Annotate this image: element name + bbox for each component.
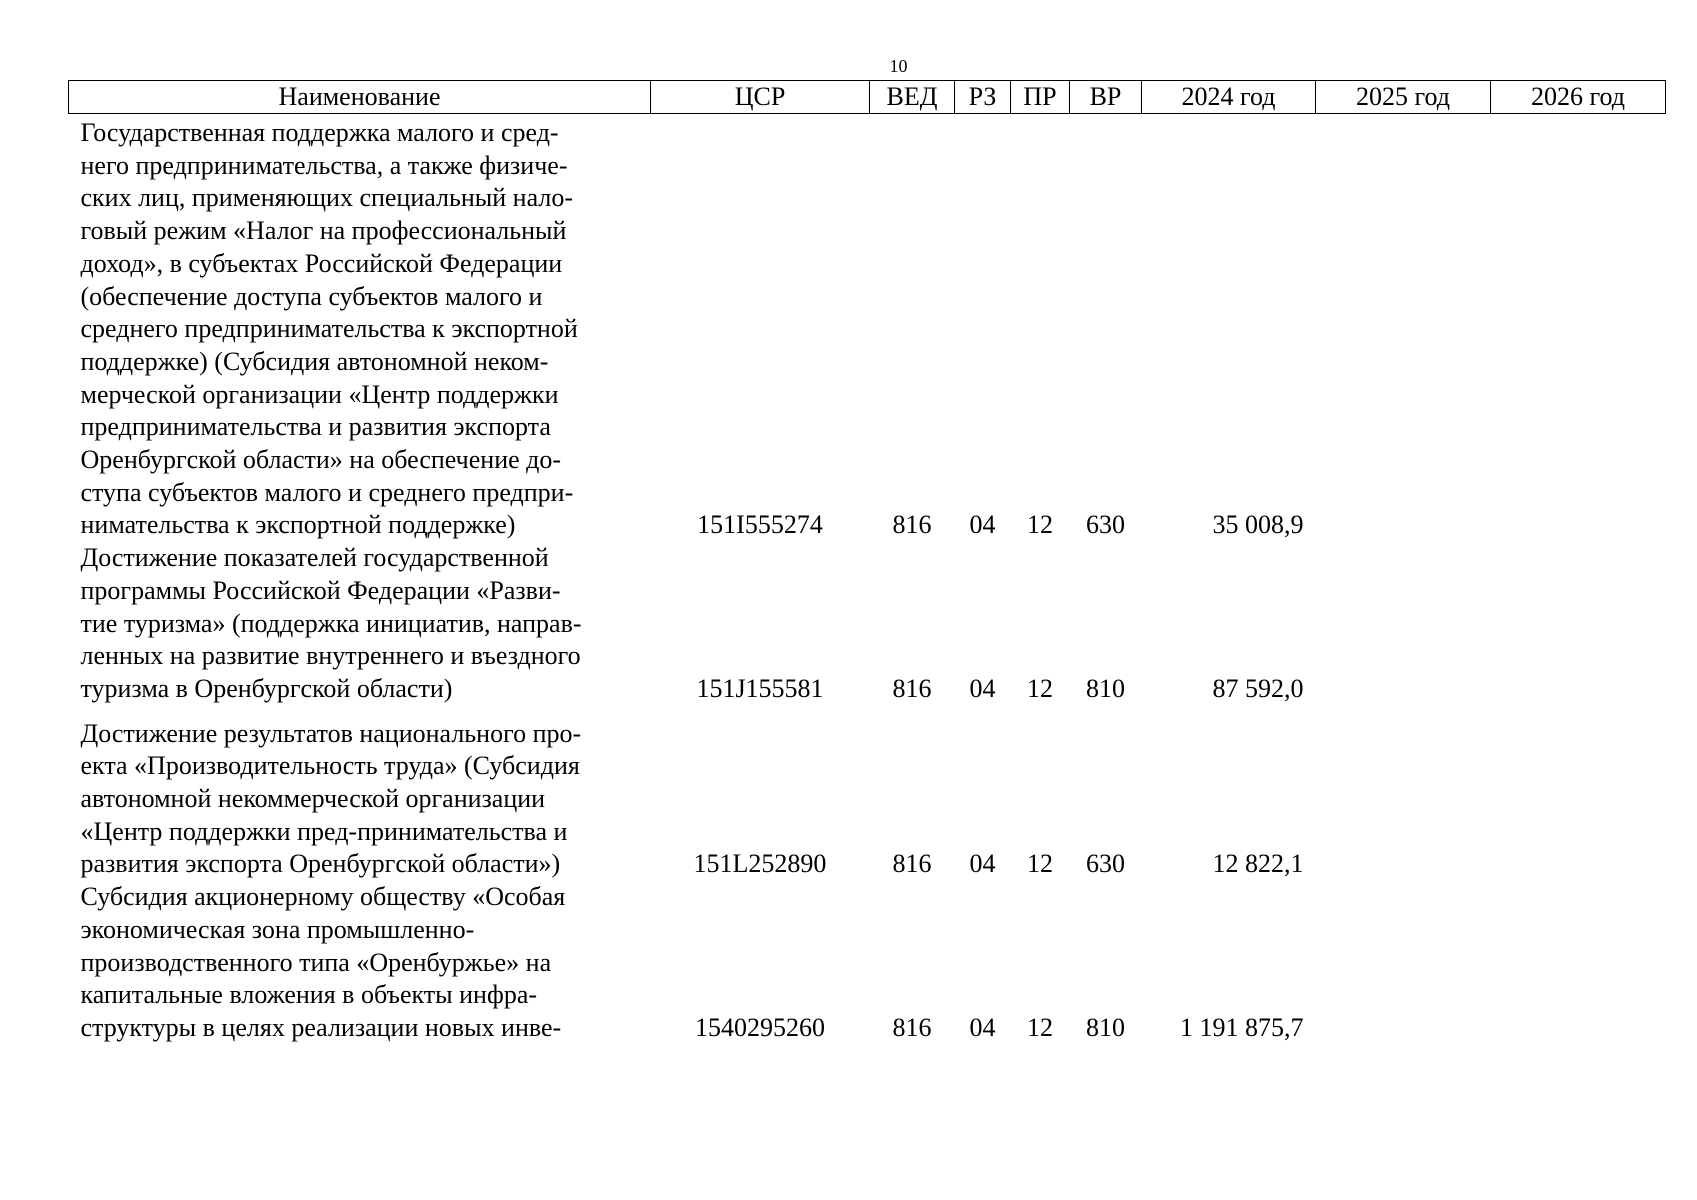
header-row xyxy=(69,81,1666,114)
row-name xyxy=(69,706,651,882)
name-line: экономическая зона промышленно- xyxy=(80,914,475,944)
name-line: туризма в Оренбургской области) xyxy=(80,673,453,703)
name-line: Достижение результатов национального про- xyxy=(80,718,582,748)
row-csr: 151J155581 xyxy=(696,673,824,703)
row-2026 xyxy=(1491,881,1666,1045)
row-vr: 630 xyxy=(1086,849,1125,879)
row-2024: 12 822,1 xyxy=(1212,849,1304,879)
name-line: развития экспорта Оренбургской области») xyxy=(80,849,561,879)
name-line: ленных на развитие внутреннего и въездного xyxy=(80,641,581,671)
name-line: говый режим «Налог на профессиональный xyxy=(80,216,567,246)
row-2024: 87 592,0 xyxy=(1212,673,1304,703)
row-2025 xyxy=(1316,542,1491,706)
header-vr: ВР xyxy=(1070,81,1142,114)
row-vr: 810 xyxy=(1086,1012,1125,1042)
row-2026 xyxy=(1491,542,1666,706)
name-line: него предпринимательства, а также физиче- xyxy=(80,150,568,180)
row-rz: 04 xyxy=(969,849,996,879)
page-number: 10 xyxy=(889,56,908,76)
row-ved: 816 xyxy=(892,510,932,540)
row-ved: 816 xyxy=(892,673,932,703)
row-pr: 12 xyxy=(1027,673,1053,703)
name-line: (обеспечение доступа субъектов малого и xyxy=(80,281,543,311)
row-2026 xyxy=(1491,114,1666,543)
name-line: поддержке) (Субсидия автономной неком- xyxy=(80,346,549,376)
row-2025 xyxy=(1316,706,1491,882)
name-line: автономной некоммерческой организации xyxy=(80,784,546,814)
table-body xyxy=(69,114,1666,1045)
row-name xyxy=(69,114,651,543)
row-pr: 12 xyxy=(1027,510,1053,540)
row-2025 xyxy=(1316,114,1491,543)
table-row xyxy=(69,542,1666,706)
row-2026 xyxy=(1491,706,1666,882)
header-ved: ВЕД xyxy=(870,81,955,114)
row-rz: 04 xyxy=(969,673,996,703)
row-rz: 04 xyxy=(969,510,996,540)
budget-table xyxy=(68,80,1666,1045)
row-vr: 810 xyxy=(1086,673,1125,703)
name-line: Достижение показателей государственной xyxy=(80,543,549,573)
table-row xyxy=(69,881,1666,1045)
name-line: среднего предпринимательства к экспортной xyxy=(80,314,578,344)
name-line: Субсидия акционерному обществу «Особая xyxy=(80,882,566,912)
name-line: производственного типа «Оренбуржье» на xyxy=(80,947,552,977)
name-line: нимательства к экспортной поддержке) xyxy=(80,510,516,540)
row-csr: 1540295260 xyxy=(695,1012,825,1042)
row-csr: 151I555274 xyxy=(697,510,823,540)
name-line: предпринимательства и развития экспорта xyxy=(80,412,551,442)
row-2025 xyxy=(1316,881,1491,1045)
name-line: «Центр поддержки пред-принимательства и xyxy=(80,816,568,846)
header-csr: ЦСР xyxy=(651,81,870,114)
name-line: тие туризма» (поддержка инициатив, направ- xyxy=(80,608,582,638)
name-line: Государственная поддержка малого и сред- xyxy=(80,118,559,147)
table-row xyxy=(69,706,1666,882)
name-line: структуры в целях реализации новых инве- xyxy=(80,1012,562,1042)
header-name: Наименование xyxy=(69,81,651,114)
name-line: программы Российской Федерации «Разви- xyxy=(80,575,561,605)
name-line: капитальные вложения в объекты инфра- xyxy=(80,980,538,1010)
header-rz: РЗ xyxy=(955,81,1011,114)
row-ved: 816 xyxy=(892,849,932,879)
row-ved: 816 xyxy=(892,1012,932,1042)
header-2025: 2025 год xyxy=(1316,81,1491,114)
row-2024: 1 191 875,7 xyxy=(1180,1012,1304,1042)
name-line: мерческой организации «Центр поддержки xyxy=(80,379,559,409)
header-2024: 2024 год xyxy=(1142,81,1316,114)
header-pr: ПР xyxy=(1011,81,1070,114)
row-csr: 151L252890 xyxy=(693,849,827,879)
name-line: Оренбургской области» на обеспечение до- xyxy=(80,445,562,475)
name-line: ских лиц, применяющих специальный нало- xyxy=(80,183,573,213)
row-2024: 35 008,9 xyxy=(1212,510,1304,540)
header-2026: 2026 год xyxy=(1491,81,1666,114)
row-name xyxy=(69,542,651,706)
row-name xyxy=(69,881,651,1045)
row-vr: 630 xyxy=(1086,510,1125,540)
name-line: ступа субъектов малого и среднего предпри- xyxy=(80,477,574,507)
row-rz: 04 xyxy=(969,1012,996,1042)
table-row xyxy=(69,114,1666,543)
table-header xyxy=(69,81,1666,114)
name-line: екта «Производительность труда» (Субсидия xyxy=(80,751,580,781)
row-pr: 12 xyxy=(1027,849,1053,879)
name-line: доход», в субъектах Российской Федерации xyxy=(80,248,563,278)
row-pr: 12 xyxy=(1027,1012,1053,1042)
